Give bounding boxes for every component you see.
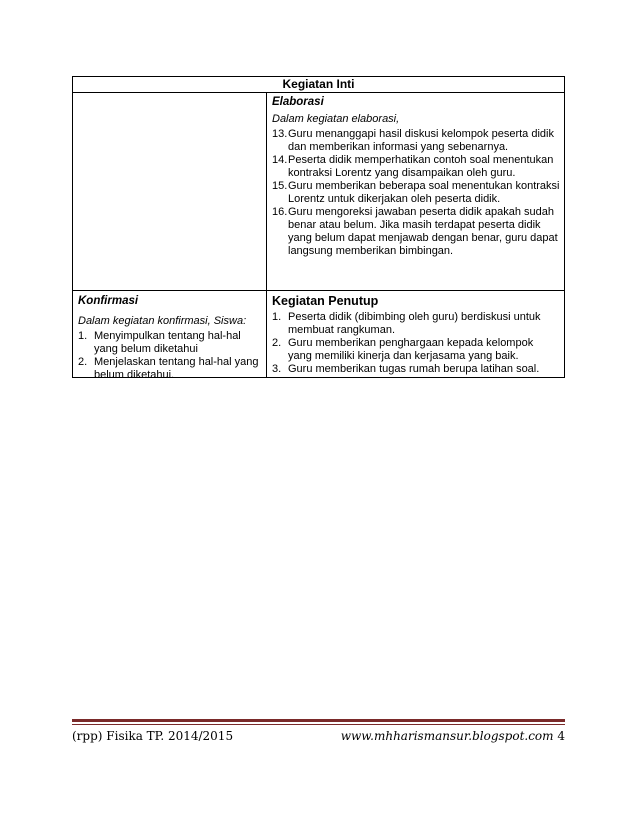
- elaborasi-intro: Dalam kegiatan elaborasi,: [272, 113, 400, 125]
- footer-right: [341, 729, 565, 743]
- list-item: 16. Guru mengoreksi jawaban peserta didik apakah sudah benar atau belum. Jika masih terdapat peserta didik yang belum dapat menjawab dengan benar, guru dapat langsung memberikan bimbingan.: [272, 206, 558, 257]
- page-number: 4: [557, 729, 565, 743]
- konfirmasi-intro: Dalam kegiatan konfirmasi, Siswa:: [78, 315, 247, 327]
- penutup-title: Kegiatan Penutup: [272, 294, 379, 308]
- list-item: 1. Peserta didik (dibimbing oleh guru) berdiskusi untuk membuat rangkuman.: [272, 311, 541, 336]
- list-item: 2. Menjelaskan tentang hal-hal yang belum diketahui.: [78, 356, 259, 381]
- list-item: 2. Guru memberikan penghargaan kepada kelompok yang memiliki kinerja dan kerjasama yang baik.: [272, 337, 534, 362]
- footer-url: www.mhharismansur.blogspot.com: [340, 729, 554, 743]
- konfirmasi-list: [78, 330, 261, 382]
- footer-rule-thick: [72, 719, 565, 722]
- elaborasi-title: Elaborasi: [272, 96, 324, 108]
- elaborasi-row: [73, 92, 564, 290]
- elaborasi-cell: [267, 93, 564, 290]
- table-header-row: [73, 77, 564, 92]
- konfirmasi-cell: [73, 291, 267, 381]
- list-item: 15. Guru memberikan beberapa soal menentukan kontraksi Lorentz untuk dikerjakan oleh peserta didik.: [272, 180, 560, 205]
- list-item: 14. Peserta didik memperhatikan contoh soal menentukan kontraksi Lorentz yang disampaikan oleh guru.: [272, 154, 554, 179]
- list-item: 1. Menyimpulkan tentang hal-hal yang belum diketahui: [78, 330, 241, 355]
- list-item: 13. Guru menanggapi hasil diskusi kelompok peserta didik dan memberikan informasi yang sebenarnya.: [272, 128, 554, 153]
- penutup-cell: [267, 291, 564, 377]
- footer-rule-thin: [72, 724, 565, 725]
- list-item: 3. Guru memberikan tugas rumah berupa latihan soal.: [272, 363, 540, 375]
- table-header: Kegiatan Inti: [73, 77, 564, 92]
- konfirmasi-title: Konfirmasi: [78, 295, 139, 307]
- lesson-table: [72, 76, 565, 381]
- elaborasi-list: [272, 128, 560, 258]
- empty-cell: [73, 93, 267, 290]
- penutup-list: [272, 311, 560, 376]
- footer-left-text: (rpp) Fisika TP. 2014/2015: [72, 729, 234, 743]
- konfirmasi-penutup-row: [73, 290, 564, 381]
